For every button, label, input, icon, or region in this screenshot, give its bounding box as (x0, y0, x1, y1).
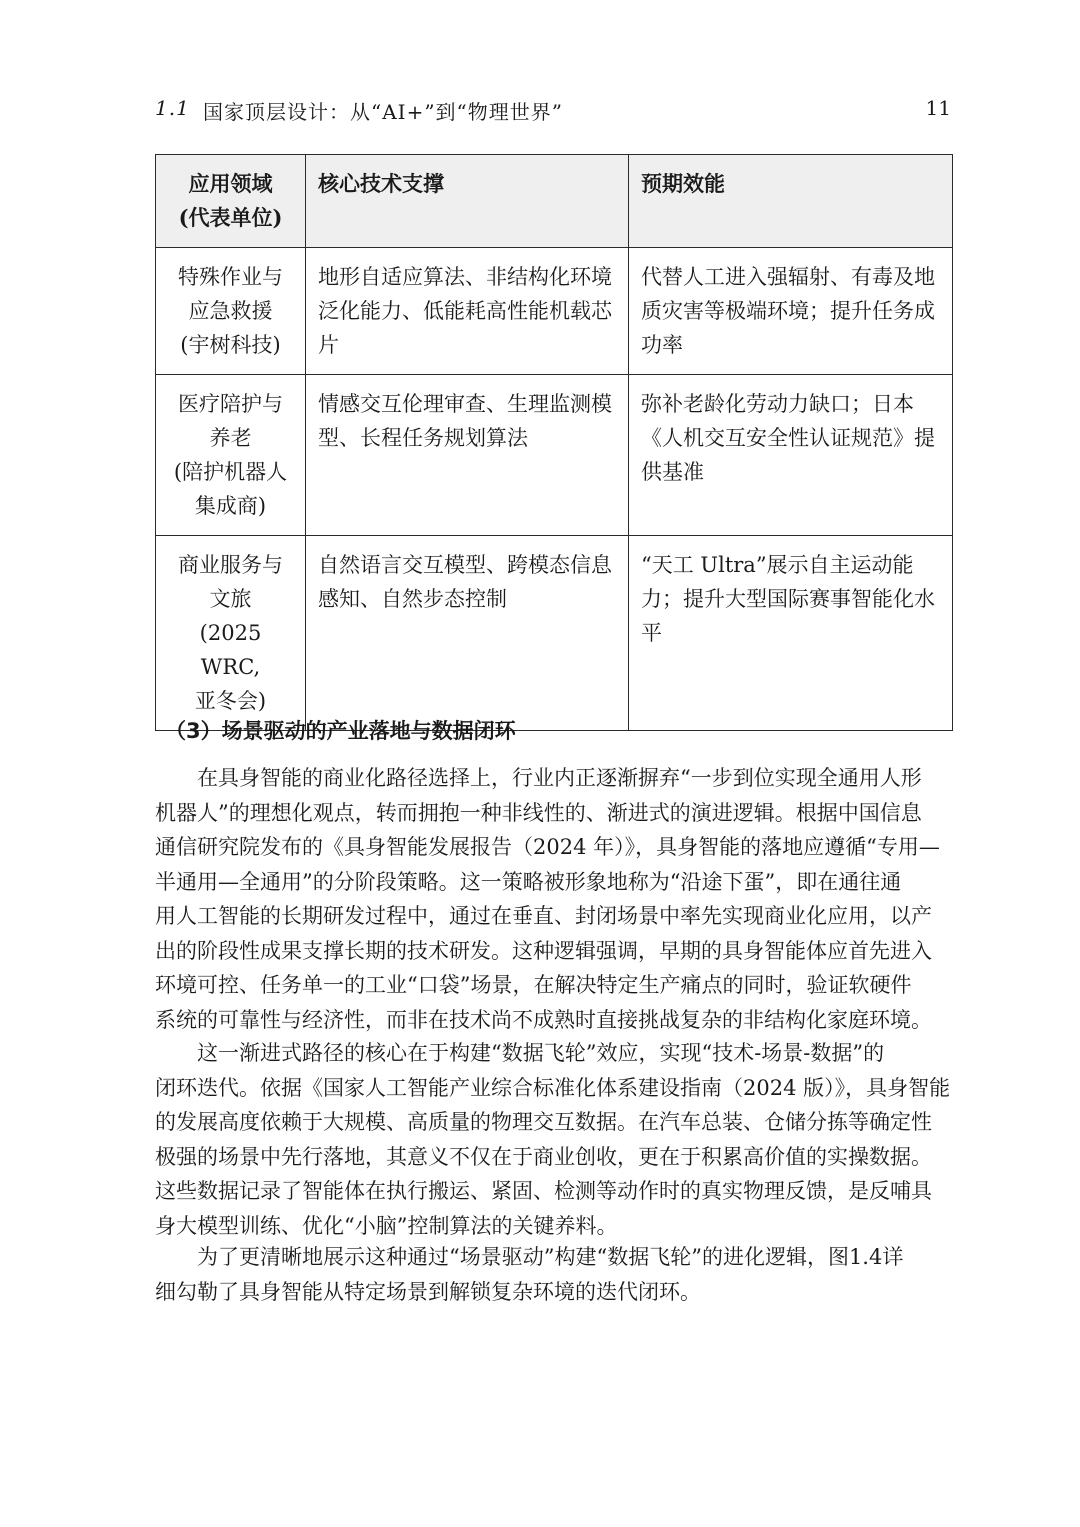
paragraph-line: 通信研究院发布的《具身智能发展报告（2024 年）》，具身智能的落地应遵循“专用— (155, 835, 940, 859)
cell-line: 力；提升大型国际赛事智能化水 (641, 587, 935, 611)
cell-line: (2025 WRC, (199, 621, 262, 679)
header-domain-line: (代表单位) (178, 205, 283, 230)
cell-line: 集成商) (194, 494, 267, 518)
paragraph-line: 在具身智能的商业化路径选择上，行业内正逐渐摒弃“一步到位实现全通用人形 (197, 766, 922, 790)
cell-effect (629, 375, 953, 536)
cell-effect (629, 248, 953, 375)
cell-line: 弥补老龄化劳动力缺口；日本 (641, 392, 914, 416)
header-section-title: 国家顶层设计：从“AI+”到“物理世界” (203, 100, 563, 124)
cell-line: 情感交互伦理审查、生理监测模 (318, 392, 612, 416)
paragraph (155, 1036, 952, 1243)
cell-line: 特殊作业与 (178, 265, 283, 289)
cell-line: “天工 Ultra”展示自主运动能 (641, 553, 914, 577)
cell-line: 代替人工进入强辐射、有毒及地 (641, 265, 935, 289)
header-domain (156, 155, 306, 248)
paragraph (155, 761, 952, 1037)
paragraph-line: 这一渐进式路径的核心在于构建“数据飞轮”效应，实现“技术-场景-数据”的 (197, 1041, 885, 1065)
paragraph-line: 出的阶段性成果支撑长期的技术研发。这种逻辑强调，早期的具身智能体应首先进入 (155, 938, 932, 963)
cell-line: 医疗陪护与 (178, 392, 283, 416)
paragraph-line: 的发展高度依赖于大规模、高质量的物理交互数据。在汽车总装、仓储分拣等确定性 (155, 1110, 932, 1134)
cell-line: 养老 (209, 426, 252, 450)
paragraph (155, 1240, 952, 1309)
cell-line: 应急救援 (188, 299, 273, 323)
header-domain-line: 应用领域 (188, 171, 273, 196)
cell-line: 功率 (641, 333, 683, 357)
paragraph-line: 系统的可靠性与经济性，而非在技术尚不成熟时直接挑战复杂的非结构化家庭环境。 (155, 1007, 932, 1032)
cell-tech (306, 536, 629, 731)
header-effect: 预期效能 (629, 155, 953, 248)
section-heading: （3）场景驱动的产业落地与数据闭环 (165, 719, 516, 743)
page-number: 11 (925, 96, 951, 120)
cell-line: 自然语言交互模型、跨模态信息 (318, 553, 612, 577)
cell-line: 地形自适应算法、非结构化环境 (318, 265, 612, 289)
cell-tech (306, 248, 629, 375)
cell-effect (629, 536, 953, 731)
cell-line: 型、长程任务规划算法 (318, 426, 528, 450)
table-row (156, 375, 953, 536)
paragraph-line: 闭环迭代。依据《国家人工智能产业综合标准化体系建设指南（2024 版）》，具身智能 (155, 1075, 951, 1100)
cell-domain (156, 536, 306, 731)
cell-line: 感知、自然步态控制 (318, 587, 507, 611)
cell-domain (156, 375, 306, 536)
paragraph-line: 环境可控、任务单一的工业“口袋”场景，在解决特定生产痛点的同时，验证软硬件 (155, 973, 912, 997)
header-tech: 核心技术支撑 (306, 155, 629, 248)
cell-tech (306, 375, 629, 536)
cell-line: 商业服务与 (178, 553, 283, 577)
header-section-number: 1.1 (155, 96, 190, 120)
cell-line: 文旅 (209, 587, 252, 611)
paragraph-line: 极强的场景中先行落地，其意义不仅在于商业创收，更在于积累高价值的实操数据。 (155, 1144, 932, 1169)
paragraph-line: 用人工智能的长期研发过程中，通过在垂直、封闭场景中率先实现商业化应用，以产 (155, 904, 932, 928)
cell-line: 泛化能力、低能耗高性能机载芯 (318, 299, 612, 323)
cell-line: (宇树科技) (180, 333, 281, 357)
paragraph-line: 细勾勒了具身智能从特定场景到解锁复杂环境的迭代闭环。 (155, 1279, 701, 1304)
table-row (156, 248, 953, 375)
cell-line: 亚冬会) (194, 689, 267, 713)
paragraph-line: 这些数据记录了智能体在执行搬运、紧固、检测等动作时的真实物理反馈，是反哺具 (155, 1179, 932, 1203)
cell-line: 质灾害等极端环境；提升任务成 (641, 299, 935, 323)
table-header-row (156, 155, 953, 248)
application-table (155, 154, 953, 731)
paragraph-line: 半通用—全通用”的分阶段策略。这一策略被形象地称为“沿途下蛋”，即在通往通 (155, 869, 902, 894)
cell-line: 片 (318, 333, 339, 357)
cell-domain (156, 248, 306, 375)
paragraph-line: 机器人”的理想化观点，转而拥抱一种非线性的、渐进式的演进逻辑。根据中国信息 (155, 800, 922, 825)
table-row (156, 536, 953, 731)
paragraph-line: 身大模型训练、优化“小脑”控制算法的关键养料。 (155, 1213, 618, 1238)
cell-line: 供基准 (641, 460, 704, 484)
cell-line: (陪护机器人 (173, 460, 288, 484)
cell-line: 平 (641, 621, 662, 645)
cell-line: 《人机交互安全性认证规范》提 (641, 426, 935, 450)
page-header (155, 96, 951, 128)
paragraph-line: 为了更清晰地展示这种通过“场景驱动”构建“数据飞轮”的进化逻辑，图1.4详 (197, 1245, 904, 1269)
